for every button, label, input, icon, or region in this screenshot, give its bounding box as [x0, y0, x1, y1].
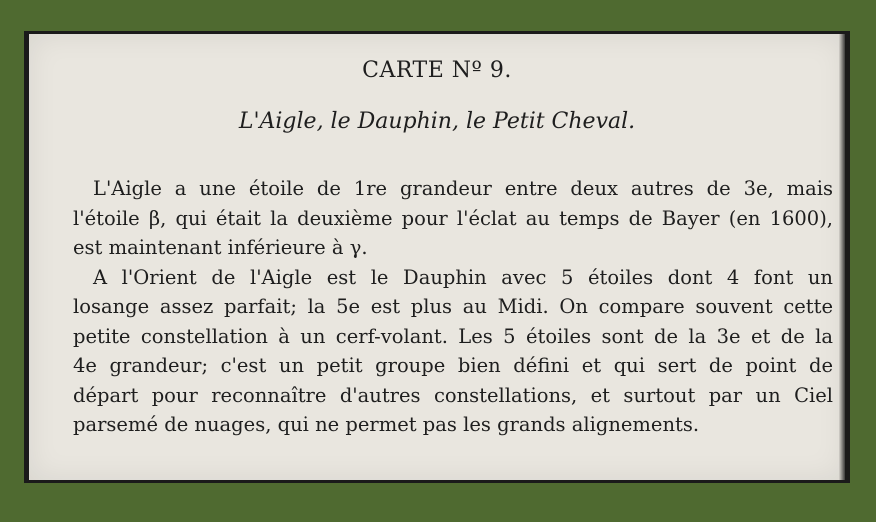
page-title: CARTE Nº 9.: [362, 58, 512, 83]
text-line: petite constellation à un cerf-volant. Les 5 étoiles sont de la 3e et de la: [73, 324, 833, 348]
body-text: [73, 174, 833, 440]
scanned-page: [29, 34, 845, 480]
page-subtitle: L'Aigle, le Dauphin, le Petit Cheval.: [238, 109, 636, 134]
text-line: L'Aigle a une étoile de 1re grandeur entre deux autres de 3e, mais: [93, 177, 833, 200]
text-line: losange assez parfait; la 5e est plus au Midi. On compare souvent cette: [73, 295, 833, 318]
text-line: est maintenant inférieure à γ.: [73, 236, 368, 259]
text-line: l'étoile β, qui était la deuxième pour l'éclat au temps de Bayer (en 1600),: [73, 206, 833, 230]
text-line: parsemé de nuages, qui ne permet pas les grands alignements.: [73, 413, 700, 436]
text-line: départ pour reconnaître d'autres constellations, et surtout par un Ciel: [73, 383, 833, 407]
page-edge-shadow: [839, 34, 845, 480]
text-line: A l'Orient de l'Aigle est le Dauphin avec 5 étoiles dont 4 font un: [93, 265, 833, 289]
text-line: 4e grandeur; c'est un petit groupe bien défini et qui sert de point de: [73, 354, 833, 377]
